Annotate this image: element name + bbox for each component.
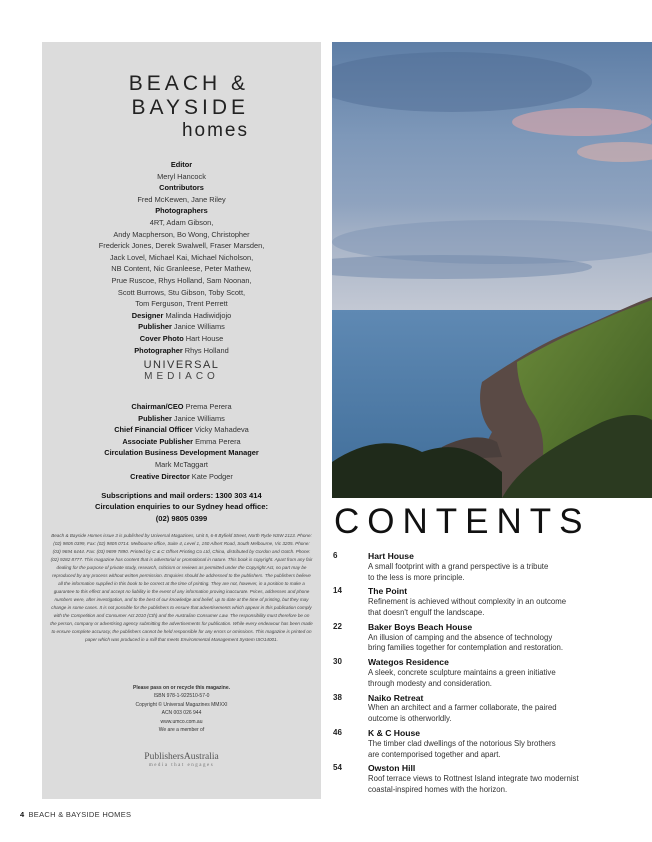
toc-title: Naiko Retreat bbox=[368, 692, 424, 703]
executive-role: Chief Financial Officer bbox=[114, 425, 193, 435]
credit-row bbox=[42, 229, 321, 241]
credit-role: Editor bbox=[170, 160, 193, 169]
footer-label: BEACH & BAYSIDE HOMES bbox=[28, 810, 132, 819]
toc-page-number: 22 bbox=[333, 621, 342, 631]
toc-description: bring families together for contemplation and restoration. bbox=[368, 643, 564, 653]
toc-entry[interactable] bbox=[333, 728, 652, 760]
credit-row bbox=[42, 275, 321, 287]
toc-page-number: 54 bbox=[333, 763, 342, 773]
toc-description: are contemporised together and apart. bbox=[368, 749, 501, 759]
credit-name: Prue Ruscoe, Rhys Holland, Sam Noonan, bbox=[111, 275, 252, 285]
staff-credits bbox=[42, 159, 321, 356]
toc-page-number: 14 bbox=[333, 586, 342, 596]
table-of-contents bbox=[333, 551, 652, 799]
masthead-line-2: BAYSIDE bbox=[131, 96, 249, 119]
toc-entry[interactable] bbox=[333, 763, 652, 795]
isbn: ISBN 978-1-922510-57-0 bbox=[153, 693, 210, 700]
toc-title: K & C House bbox=[368, 727, 421, 738]
executive-credits bbox=[42, 401, 321, 482]
credit-role: Cover Photo bbox=[139, 333, 184, 343]
toc-description: An illusion of camping and the absence of technology bbox=[368, 632, 553, 642]
credit-role: Photographers bbox=[155, 206, 208, 216]
credit-name: 4RT, Adam Gibson, bbox=[149, 217, 214, 227]
credit-name: Janice Williams bbox=[173, 322, 225, 332]
credit-row bbox=[42, 217, 321, 229]
credit-name: Hart House bbox=[185, 333, 224, 343]
website-link[interactable]: www.umco.com.au bbox=[160, 718, 203, 725]
credit-name: Malinda Hadiwidjojo bbox=[165, 310, 232, 320]
executive-name: Mark McTaggart bbox=[155, 459, 208, 469]
credit-role: Designer bbox=[131, 310, 164, 320]
executive-row bbox=[42, 413, 321, 425]
toc-title: Wategos Residence bbox=[368, 657, 449, 668]
credit-name: Jack Lovel, Michael Kai, Michael Nicholson, bbox=[109, 252, 254, 262]
executive-name: Prema Perera bbox=[185, 402, 232, 411]
toc-page-number: 30 bbox=[333, 657, 342, 667]
toc-description: outcome is otherworldly. bbox=[368, 714, 452, 724]
credit-role: Publisher bbox=[138, 322, 172, 332]
credit-row bbox=[42, 333, 321, 345]
credit-row bbox=[42, 159, 321, 171]
credit-row bbox=[42, 298, 321, 310]
publisher-logo-line-1: UNIVERSAL bbox=[143, 359, 220, 371]
toc-page-number: 38 bbox=[333, 692, 342, 702]
masthead-panel bbox=[42, 42, 321, 799]
toc-entry[interactable] bbox=[333, 657, 652, 689]
toc-description: through modesty and consideration. bbox=[368, 678, 492, 688]
masthead-line-3: homes bbox=[181, 120, 249, 141]
executive-role: Circulation Business Development Manager bbox=[104, 448, 259, 458]
recycle-line: Please pass on or recycle this magazine. bbox=[133, 685, 230, 691]
toc-description: A sleek, concrete sculpture maintains a green initiative bbox=[368, 667, 556, 677]
credit-row bbox=[42, 240, 321, 252]
executive-name: Emma Perera bbox=[195, 436, 241, 446]
executive-row bbox=[42, 471, 321, 483]
toc-entry[interactable] bbox=[333, 622, 652, 654]
publisher-logo-line-2: MEDIACO bbox=[144, 371, 219, 382]
credit-row bbox=[42, 182, 321, 194]
credit-row bbox=[42, 287, 321, 299]
page-number: 4 bbox=[20, 810, 25, 819]
credit-row bbox=[42, 194, 321, 206]
credit-name: Frederick Jones, Derek Swalwell, Fraser Marsden, bbox=[98, 241, 265, 251]
toc-description: coastal-inspired homes with the horizon. bbox=[368, 784, 508, 794]
toc-description: that doesn't engulf the landscape. bbox=[368, 607, 485, 617]
executive-role: Creative Director bbox=[130, 471, 190, 481]
credit-row bbox=[42, 252, 321, 264]
subscriptions-line-1: Subscriptions and mail orders: 1300 303 414 bbox=[101, 491, 262, 500]
publisher-logo bbox=[42, 359, 321, 382]
executive-name: Vicky Mahadeva bbox=[194, 425, 249, 435]
toc-description: Refinement is achieved without complexity in an outcome bbox=[368, 597, 567, 607]
contents-heading: CONTENTS bbox=[334, 502, 591, 541]
toc-description: When an architect and a farmer collaborate, the paired bbox=[368, 703, 557, 713]
subscriptions-phone: (02) 9805 0399 bbox=[155, 513, 208, 523]
credit-name: Tom Ferguson, Trent Perrett bbox=[135, 299, 228, 309]
credit-row bbox=[42, 310, 321, 322]
toc-title: Baker Boys Beach House bbox=[368, 621, 473, 632]
credit-name: NB Content, Nic Granleese, Peter Mathew, bbox=[111, 264, 252, 274]
executive-name: Kate Podger bbox=[191, 471, 233, 481]
cover-photo bbox=[332, 42, 652, 498]
toc-page-number: 6 bbox=[333, 551, 338, 560]
toc-entry[interactable] bbox=[333, 586, 652, 618]
credit-name: Andy Macpherson, Bo Wong, Christopher bbox=[113, 229, 250, 239]
publishers-australia-logo bbox=[42, 752, 321, 768]
masthead-logo bbox=[114, 72, 249, 142]
credit-name: Rhys Holland bbox=[184, 345, 229, 355]
toc-entry[interactable] bbox=[333, 551, 652, 583]
credit-row bbox=[42, 345, 321, 357]
acn: ACN 003 026 944 bbox=[161, 710, 202, 717]
toc-description: to the less is more principle. bbox=[368, 572, 465, 582]
executive-name: Janice Williams bbox=[173, 413, 225, 423]
toc-description: Roof terrace views to Rottnest Island integrate two modernist bbox=[368, 774, 579, 784]
toc-title: The Point bbox=[368, 586, 408, 597]
toc-title: Hart House bbox=[368, 551, 414, 561]
member-of: We are a member of bbox=[158, 727, 205, 734]
subscriptions-line-2: Circulation enquiries to our Sydney head office: bbox=[95, 502, 268, 512]
toc-entry[interactable] bbox=[333, 693, 652, 725]
credit-row bbox=[42, 171, 321, 183]
credit-row bbox=[42, 321, 321, 333]
executive-row bbox=[42, 459, 321, 471]
publishers-australia-name: PublishersAustralia bbox=[144, 752, 219, 762]
executive-role: Publisher bbox=[138, 413, 172, 423]
toc-title: Owston Hill bbox=[368, 763, 416, 774]
executive-row bbox=[42, 424, 321, 436]
credit-row bbox=[42, 263, 321, 275]
toc-description: A small footprint with a grand perspective is a tribute bbox=[368, 561, 549, 571]
publishers-australia-tagline: media that engages bbox=[148, 763, 215, 768]
credit-role: Photographer bbox=[134, 345, 183, 355]
toc-description: The timber clad dwellings of the notorious Sly brothers bbox=[368, 738, 556, 748]
copyright: Copyright © Universal Magazines MMXXI bbox=[135, 701, 228, 708]
recycle-info bbox=[42, 684, 321, 734]
credit-row bbox=[42, 205, 321, 217]
subscriptions-info bbox=[42, 490, 321, 524]
executive-row bbox=[42, 401, 321, 413]
masthead-line-1: BEACH & bbox=[128, 72, 249, 95]
legal-notice: Beach & Bayside Homes issue 3 is published by Universal Magazines, Unit 5, 6-8 Byfield Street, North Ryde NSW 2113. Phone: (02) 9805 0399, Fax: (02) 9805 0714. Melbourne office, Suite 4, Level 1, 150 Albert Road, South Melbourne, Vic 3205. Phone: (03) 9694 6444. Fax: (03) 9699 7890. Printed by C & C Offset Printing Co Ltd, China, distributed by Gordon and Gotch. Phone: (02) 9282 8777. This magazine has content that is advertorial or promotional in nature. This book is copyright. Apart from any fair dealing for the purpose of private study, research, criticism or reviews as permitted under the Copyright Act, no part may be reproduced by any process without written permission. Enquiries should be addressed to the publishers. The publishers believe all the information supplied in this book to be correct at the time of printing. They are not, however, in a position to make a guarantee to this effect and accept no liability in the event of any information proving inaccurate. Prices, addresses and phone numbers were, after investigation, and to the best of our knowledge and belief, up to date at the time of printing, but they may change in some cases. It is not possible for the publishers to ensure that advertisements which appear in this publication comply with the Competition and Consumer Act 2010 (Cth) and the Australian Consumer Law. The responsibility must therefore be on the person, company or advertising agency submitting the advertisements for publication. While every endeavour has been made to ensure complete accuracy, the publishers cannot be held responsible for any errors or omissions. This magazine is printed on paper which was produced in a mill that meets Environmental Management System ISO14001. bbox=[50, 533, 313, 642]
credit-name: Scott Burrows, Stu Gibson, Toby Scott, bbox=[117, 287, 246, 297]
credit-name: Meryl Hancock bbox=[157, 171, 206, 181]
page-footer bbox=[20, 810, 131, 819]
credit-name: Fred McKewen, Jane Riley bbox=[137, 194, 226, 204]
coastal-cliff-photo-icon bbox=[332, 42, 652, 498]
executive-role: Chairman/CEO bbox=[131, 402, 184, 411]
toc-page-number: 46 bbox=[333, 727, 342, 737]
executive-row bbox=[42, 436, 321, 448]
credit-role: Contributors bbox=[159, 183, 204, 193]
executive-role: Associate Publisher bbox=[122, 436, 193, 446]
executive-row bbox=[42, 447, 321, 459]
